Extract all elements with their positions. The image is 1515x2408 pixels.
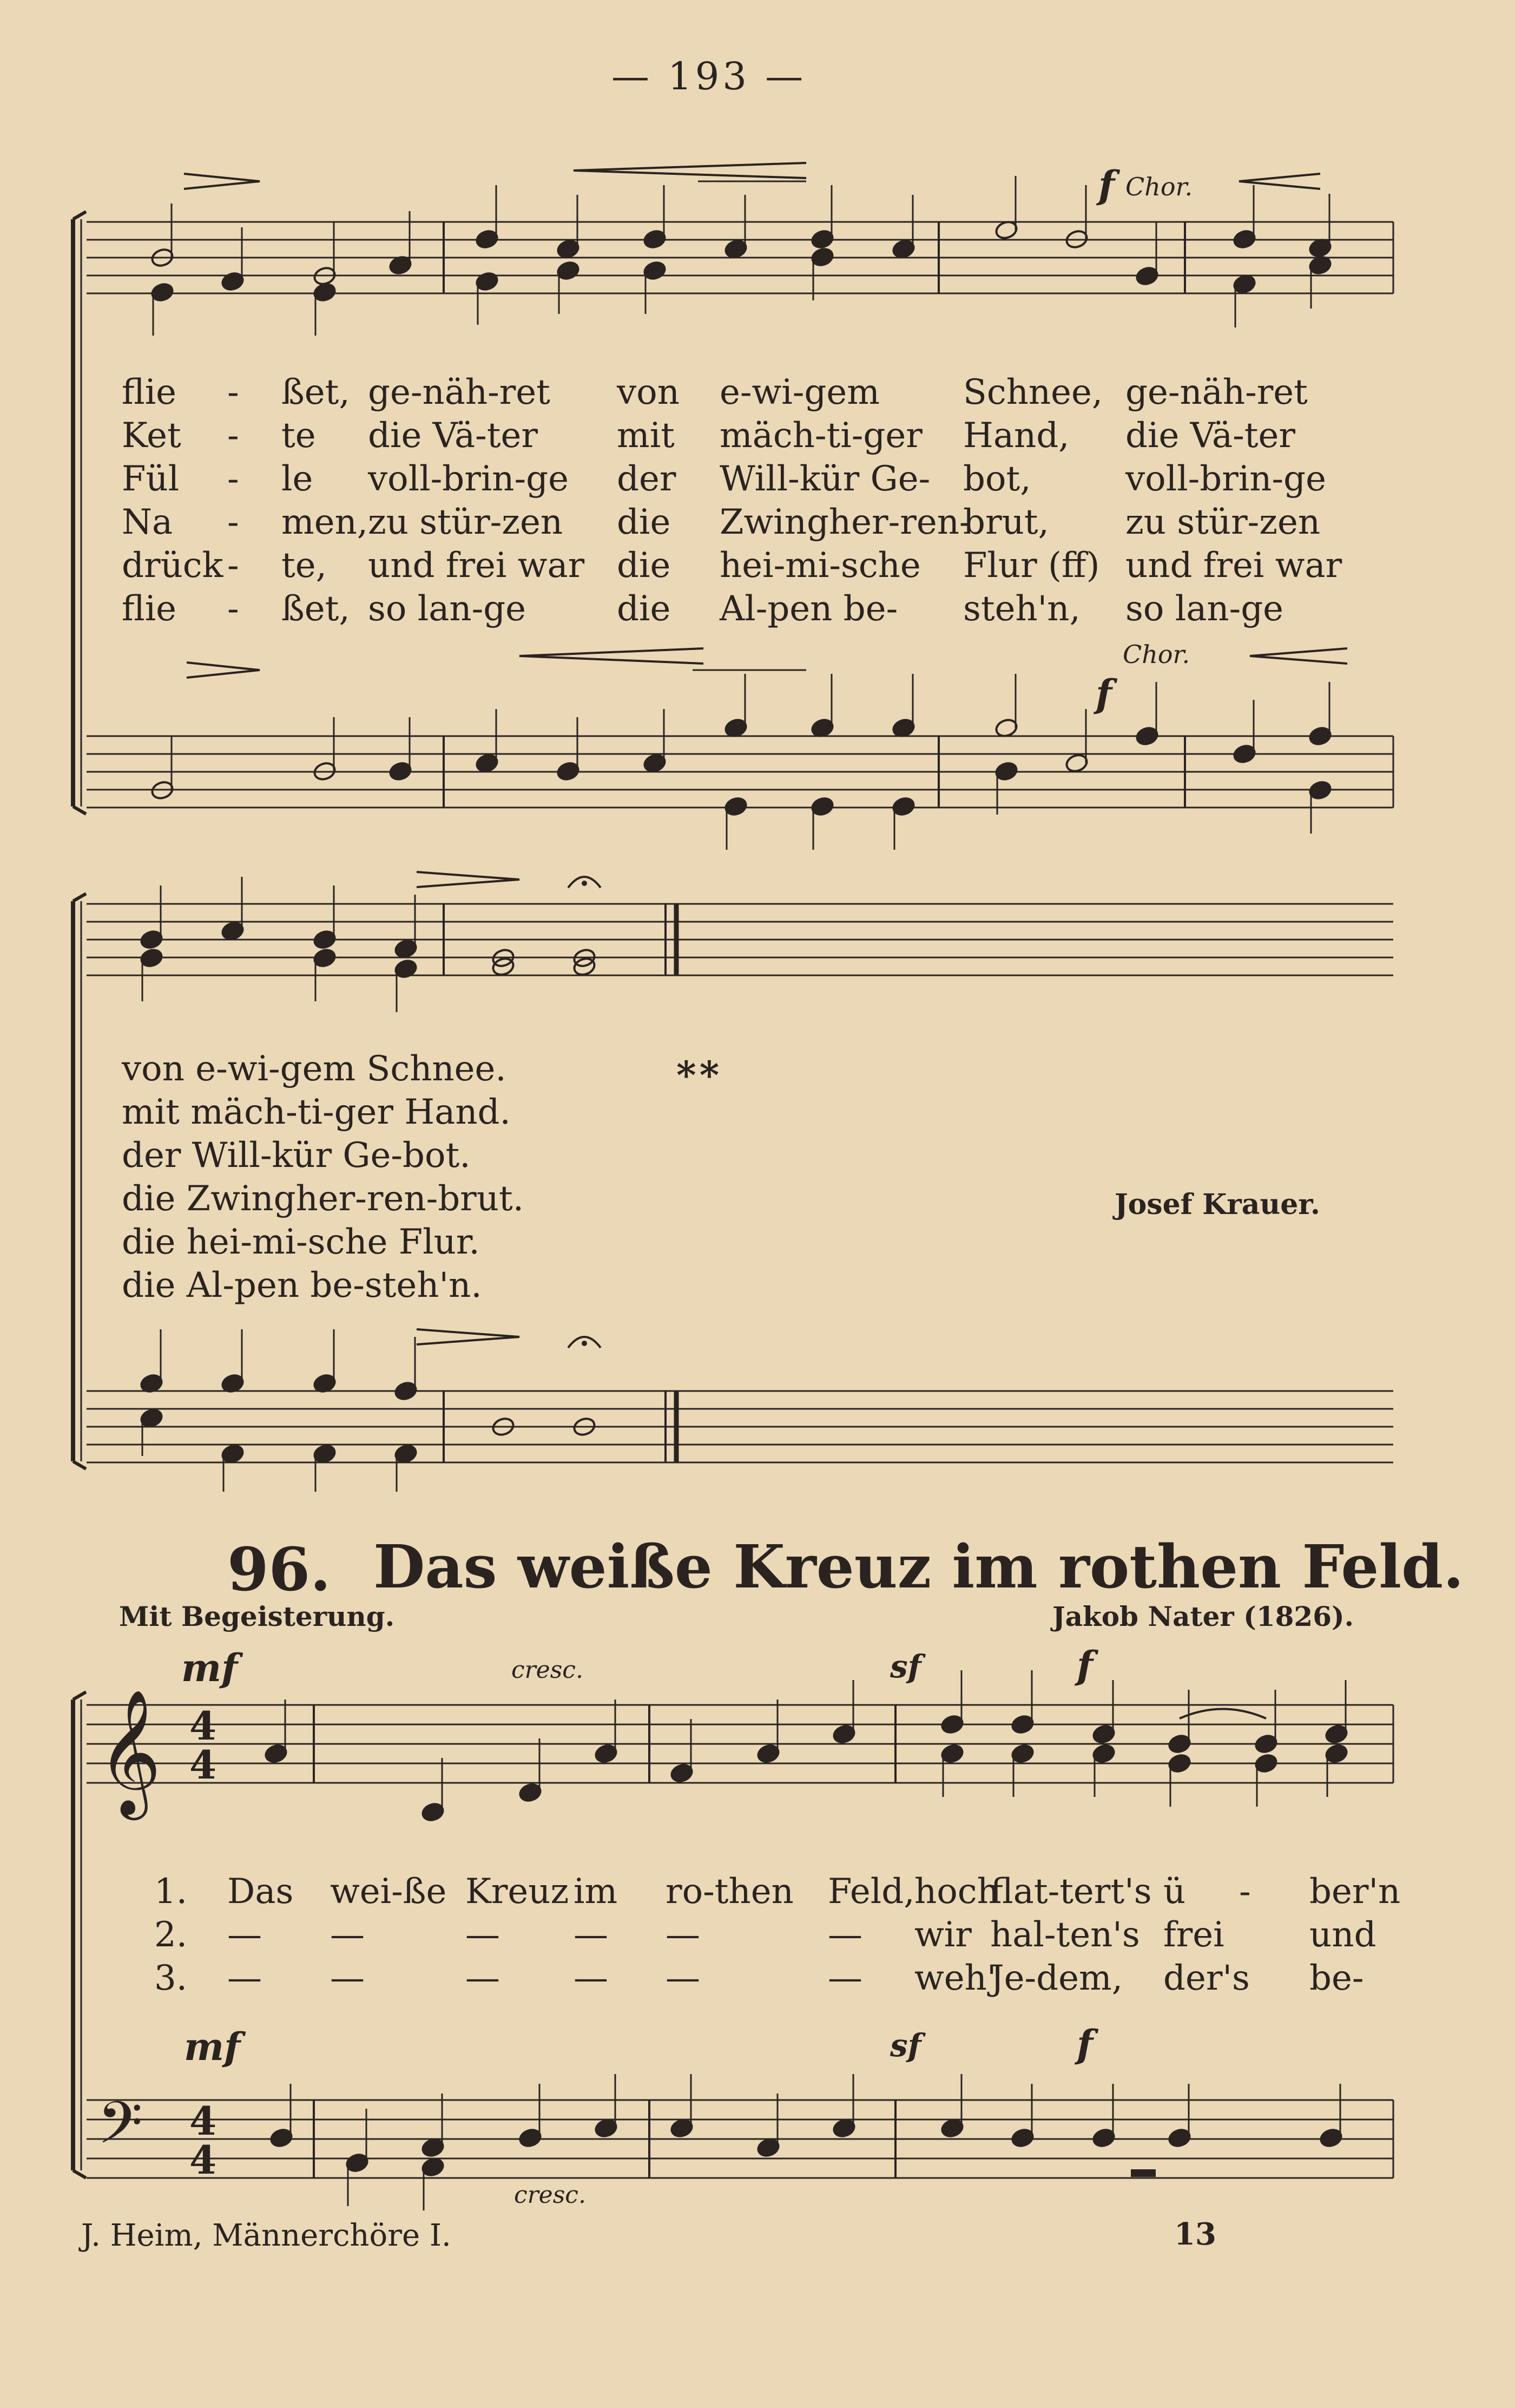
lyric-syllable: - <box>227 459 239 499</box>
lyric-syllable: mäch-ti-ger <box>720 416 923 456</box>
dynamic-forte-bottom: f <box>1096 671 1112 716</box>
lyric-syllable: wir <box>914 1915 972 1955</box>
lyric-syllable: — <box>828 1915 862 1955</box>
system2-verse-6: die Al-pen be-steh'n. <box>122 1265 482 1305</box>
crescendo-hairpin <box>1239 174 1320 189</box>
verse-number: 3. <box>154 1958 188 1998</box>
system2-verse-1: von e-wi-gem Schnee. <box>122 1049 506 1089</box>
lyric-syllable: so lan-ge <box>1125 589 1284 629</box>
lyric-syllable: te <box>281 416 316 456</box>
bracket-hook <box>73 1692 86 1700</box>
dynamic-f-top: f <box>1077 1643 1094 1688</box>
dynamic-sf-bottom: sf <box>890 2027 921 2064</box>
lyric-syllable: und <box>1309 1915 1376 1955</box>
song-verse-1 <box>0 1870 1407 1913</box>
decrescendo-hairpin <box>187 662 260 678</box>
treble-clef-icon: 𝄞 <box>97 1689 162 1815</box>
lyric-syllable: und frei war <box>1125 546 1342 586</box>
lyric-syllable: der's <box>1163 1958 1250 1998</box>
lyric-syllable: die <box>617 502 671 542</box>
lyric-syllable: bot, <box>963 459 1031 499</box>
time-signature-digit: 4 <box>189 1742 217 1788</box>
lyric-syllable: und frei war <box>368 546 585 586</box>
lyric-syllable: - <box>227 589 239 629</box>
lyric-syllable: — <box>227 1915 262 1955</box>
lyric-syllable: Al-pen be- <box>720 589 898 629</box>
half-rest-icon <box>1131 2169 1156 2177</box>
fermata-dot <box>582 1341 587 1346</box>
lyric-syllable: Schnee, <box>963 372 1103 412</box>
fermata-dot <box>582 881 587 886</box>
composer-name: Josef Krauer. <box>1115 1188 1321 1221</box>
page-number: — 193 — <box>611 54 807 99</box>
dynamic-sf-top: sf <box>890 1648 921 1685</box>
lyric-syllable: Na <box>122 502 173 542</box>
crescendo-hairpin <box>1250 648 1347 664</box>
cresc-top: cresc. <box>511 1656 583 1684</box>
lyric-syllable: Flur (ff) <box>963 546 1100 586</box>
lyric-syllable: ge-näh-ret <box>368 372 550 412</box>
lyric-syllable: Ket <box>122 416 181 456</box>
lyric-syllable: - <box>227 372 239 412</box>
lyric-syllable: hoch <box>914 1872 999 1912</box>
verse-number: 1. <box>154 1872 188 1912</box>
lyric-syllable: Das <box>227 1872 294 1912</box>
lyric-syllable: — <box>227 1958 262 1998</box>
lyric-syllable: ßet, <box>281 372 350 412</box>
lyric-syllable: Zwingher-ren- <box>720 502 971 542</box>
lyric-syllable: Hand, <box>963 416 1070 456</box>
lyric-syllable: te, <box>281 546 327 586</box>
lyric-syllable: wei-ße <box>330 1872 447 1912</box>
lyric-syllable: — <box>465 1915 500 1955</box>
system1-verse-1 <box>0 371 1407 414</box>
system1-lyrics <box>0 371 1407 631</box>
dynamic-mf-bottom: mf <box>184 2024 241 2069</box>
lyric-syllable: zu stür-zen <box>1125 502 1321 542</box>
tempo-marking: Mit Begeisterung. <box>119 1600 395 1632</box>
lyric-syllable: - <box>227 416 239 456</box>
lyric-syllable: — <box>666 1915 700 1955</box>
lyric-syllable: die <box>617 589 671 629</box>
lyric-syllable: drück <box>122 546 223 586</box>
system2-verse-4: die Zwingher-ren-brut. <box>122 1179 524 1219</box>
lyric-syllable: Je-dem, <box>990 1958 1123 1998</box>
song-title: Das weiße Kreuz im rothen Feld. <box>373 1532 1464 1602</box>
lyric-syllable: — <box>574 1958 608 1998</box>
lyric-syllable: men, <box>281 502 368 542</box>
system2-lyrics <box>122 1047 609 1307</box>
lyric-syllable: der <box>617 459 676 499</box>
song-number: 96. <box>227 1534 331 1604</box>
time-signature-digit: 4 <box>189 2137 217 2183</box>
lyric-syllable: voll-brin-ge <box>368 459 569 499</box>
lyric-syllable: ü <box>1163 1872 1186 1912</box>
chor-label-bottom: Chor. <box>1123 640 1190 669</box>
lyric-syllable: - <box>1239 1872 1251 1912</box>
lyric-syllable: zu stür-zen <box>368 502 563 542</box>
system1-verse-3 <box>0 457 1407 501</box>
bass-clef-icon: 𝄢 <box>97 2089 143 2171</box>
cresc-bottom: cresc. <box>514 2181 586 2209</box>
bracket-hook <box>73 806 86 814</box>
lyric-syllable: Feld, <box>828 1872 915 1912</box>
lyric-syllable: ßet, <box>281 589 350 629</box>
song-lyrics <box>0 1870 1407 2000</box>
lyric-syllable: — <box>330 1958 365 1998</box>
lyric-syllable: be- <box>1309 1958 1364 1998</box>
lyric-syllable: Kreuz <box>465 1872 569 1912</box>
dynamic-f-bottom: f <box>1077 2022 1094 2066</box>
system1-verse-2 <box>0 414 1407 457</box>
bracket-hook <box>73 2170 86 2178</box>
lyric-syllable: frei <box>1163 1915 1224 1955</box>
verse-number: 2. <box>154 1915 188 1955</box>
lyric-syllable: brut, <box>963 502 1049 542</box>
lyric-syllable: die Vä-ter <box>368 416 538 456</box>
lyric-syllable: steh'n, <box>963 589 1081 629</box>
lyric-syllable: die <box>617 546 671 586</box>
system1-verse-4 <box>0 501 1407 544</box>
lyric-syllable: so lan-ge <box>368 589 526 629</box>
lyric-syllable: ge-näh-ret <box>1125 372 1308 412</box>
bracket-hook <box>73 894 86 901</box>
lyric-syllable: - <box>227 502 239 542</box>
lyric-syllable: — <box>574 1915 608 1955</box>
lyric-syllable: - <box>227 546 239 586</box>
lyric-syllable: flie <box>122 589 177 629</box>
bracket-hook <box>73 212 86 219</box>
lyric-syllable: im <box>574 1872 618 1912</box>
lyric-syllable: voll-brin-ge <box>1125 459 1326 499</box>
lyric-syllable: le <box>281 459 313 499</box>
chor-label-top: Chor. <box>1125 172 1193 201</box>
decrescendo-hairpin <box>417 872 519 887</box>
lyric-syllable: — <box>330 1915 365 1955</box>
lyricist-name: Jakob Nater (1826). <box>1052 1600 1354 1632</box>
time-signature-digit: 4 <box>189 1703 217 1749</box>
sheet-number: 13 <box>1174 2216 1216 2252</box>
crescendo-hairpin <box>574 163 806 178</box>
slur <box>1180 1709 1266 1719</box>
lyric-syllable: e-wi-gem <box>720 372 880 412</box>
lyric-syllable: — <box>828 1958 862 1998</box>
lyric-syllable: die Vä-ter <box>1125 416 1295 456</box>
system1-verse-5 <box>0 544 1407 587</box>
lyric-syllable: weh' <box>914 1958 997 1998</box>
system1-verse-6 <box>0 587 1407 631</box>
end-mark: ** <box>676 1053 723 1098</box>
bracket-hook <box>73 1461 86 1469</box>
system2-verse-2: mit mäch-ti-ger Hand. <box>122 1092 511 1132</box>
lyric-syllable: — <box>465 1958 500 1998</box>
time-signature-digit: 4 <box>189 2098 217 2144</box>
dynamic-mf-top: mf <box>181 1645 238 1690</box>
system2-verse-3: der Will-kür Ge-bot. <box>122 1136 471 1176</box>
lyric-syllable: flat-tert's <box>990 1872 1152 1912</box>
lyric-syllable: Will-kür Ge- <box>720 459 931 499</box>
lyric-syllable: hei-mi-sche <box>720 546 921 586</box>
decrescendo-hairpin <box>417 1329 519 1344</box>
dynamic-forte-top: f <box>1098 162 1115 207</box>
lyric-syllable: mit <box>617 416 675 456</box>
lyric-syllable: Fül <box>122 459 180 499</box>
lyric-syllable: ber'n <box>1309 1872 1401 1912</box>
lyric-syllable: von <box>617 372 680 412</box>
decrescendo-hairpin <box>184 174 260 189</box>
lyric-syllable: ro-then <box>666 1872 794 1912</box>
lyric-syllable: hal-ten's <box>990 1915 1140 1955</box>
system2-verse-5: die hei-mi-sche Flur. <box>122 1222 480 1262</box>
lyric-syllable: flie <box>122 372 177 412</box>
lyric-syllable: — <box>666 1958 700 1998</box>
song-verse-2 <box>0 1913 1407 1957</box>
song-verse-3 <box>0 1957 1407 2000</box>
crescendo-hairpin <box>519 648 703 664</box>
publisher-footer: J. Heim, Männerchöre I. <box>81 2218 451 2253</box>
